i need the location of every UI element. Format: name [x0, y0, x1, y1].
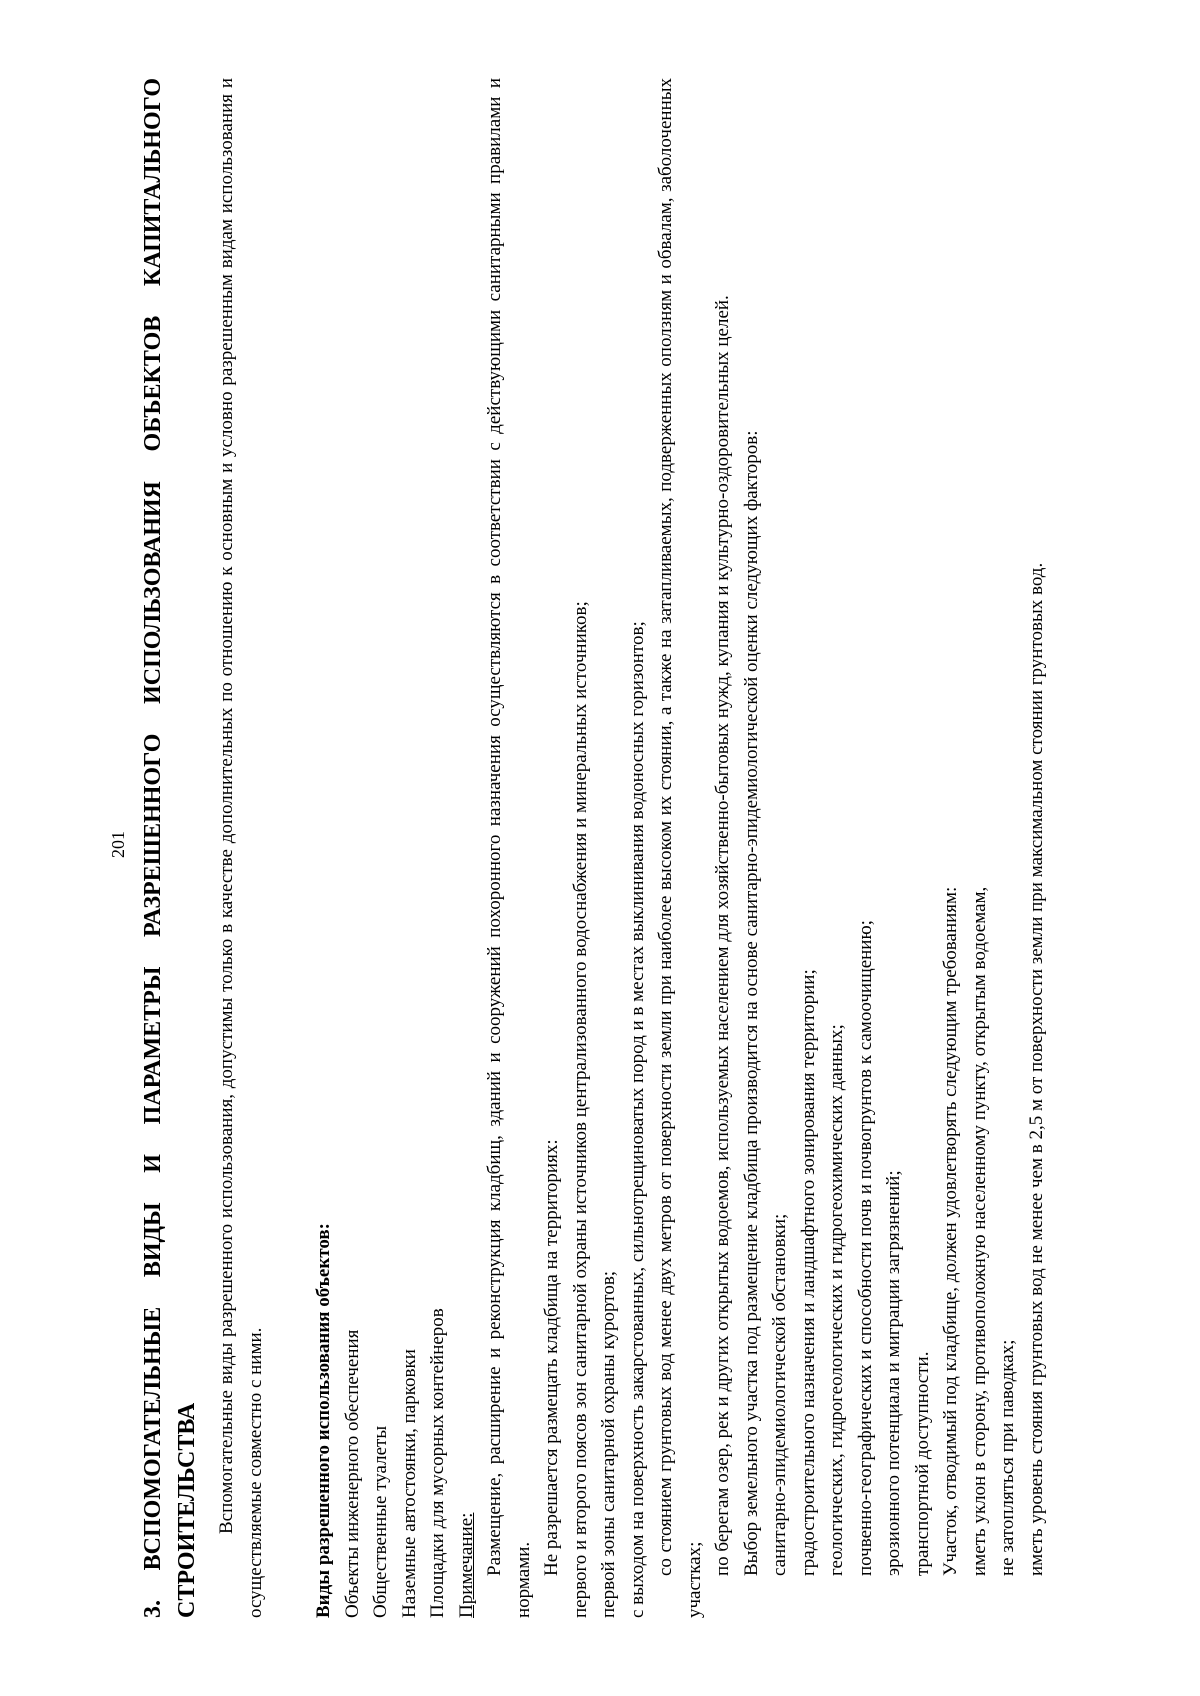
forbidden-item: первой зоны санитарной охраны курортов; — [598, 1270, 619, 1618]
requirement-item: иметь уровень стояния грунтовых вод не менее чем в 2,5 м от поверхности земли при максимальном стоянии грунтовых вод. — [1025, 562, 1047, 1576]
factor-item: эрозионного потенциала и миграции загрязнений; — [883, 1170, 904, 1576]
forbidden-item: по берегам озер, рек и других открытых водоемов, используемых населением для хозяйственно-бытовых нужд, купания и культурно-оздоровительных целей. — [712, 295, 733, 1576]
requirements-intro: Участок, отводимый под кладбище, должен удовлетворять следующим требованиям: — [940, 886, 961, 1576]
note-label: Примечание: — [455, 1512, 477, 1618]
section-heading: 3. ВСПОМОГАТЕЛЬНЫЕ ВИДЫ И ПАРАМЕТРЫ РАЗРЕШЕННОГО ИСПОЛЬЗОВАНИЯ ОБЪЕКТОВ КАПИТАЛЬНОГО СТРОИТЕЛЬСТВА — [140, 78, 200, 1618]
uses-heading: Виды разрешенного использования объектов: — [313, 1223, 334, 1618]
use-item: Наземные автостоянки, парковки — [398, 1349, 420, 1618]
forbidden-intro: Не разрешается размещать кладбища на территориях: — [541, 1139, 562, 1576]
intro-paragraph: Вспомогательные виды разрешенного использования, допустимы только в качестве дополнительных по отношению к основным и условно разрешенным видам использования и осуществляемые совместно с ними. — [216, 78, 266, 1618]
requirement-item: не затопляться при паводках; — [997, 1339, 1018, 1576]
factor-item: транспортной доступности. — [911, 1351, 933, 1576]
page-number: 201 — [108, 831, 128, 858]
selection-paragraph: Выбор земельного участка под размещение кладбища производится на основе санитарно-эпидемиологической оценки следующих факторов: — [740, 430, 762, 1576]
factor-item: геологических, гидрогеологических и гидрогеохимических данных; — [826, 1024, 847, 1576]
factor-item: санитарно-эпидемиологической обстановки; — [769, 1213, 790, 1576]
forbidden-item: первого и второго поясов зон санитарной охраны источников централизованного водоснабжения и минеральных источников; — [569, 601, 591, 1618]
use-item: Общественные туалеты — [370, 1425, 391, 1618]
use-item: Площадки для мусорных контейнеров — [427, 1308, 448, 1618]
permitted-uses-section — [310, 78, 1051, 1618]
requirement-item: иметь уклон в сторону, противоположную населенному пункту, открытым водоемам, — [968, 886, 990, 1576]
factor-item: почвенно-географических и способности почв и почвогрунтов к самоочищению; — [854, 920, 876, 1576]
forbidden-item: с выходом на поверхность закарстованных, сильнотрещиноватых пород и в местах выклинивания водоносных горизонтов; — [626, 621, 648, 1618]
factor-item: градостроительного назначения и ландшафтного зонирования территории; — [797, 969, 819, 1576]
forbidden-item: со стоянием грунтовых вод менее двух метров от поверхности земли при наиболее высоком их стоянии, а также на затапливаемых, подверженных оползням и обвалам, заболоченных участках; — [655, 78, 705, 1618]
use-item: Объекты инженерного обеспечения — [341, 1329, 363, 1618]
note-paragraph: Размещение, расширение и реконструкция кладбищ, зданий и сооружений похоронного назначения осуществляются в соответствии с действующими санитарными правилами и нормами. — [484, 78, 534, 1618]
